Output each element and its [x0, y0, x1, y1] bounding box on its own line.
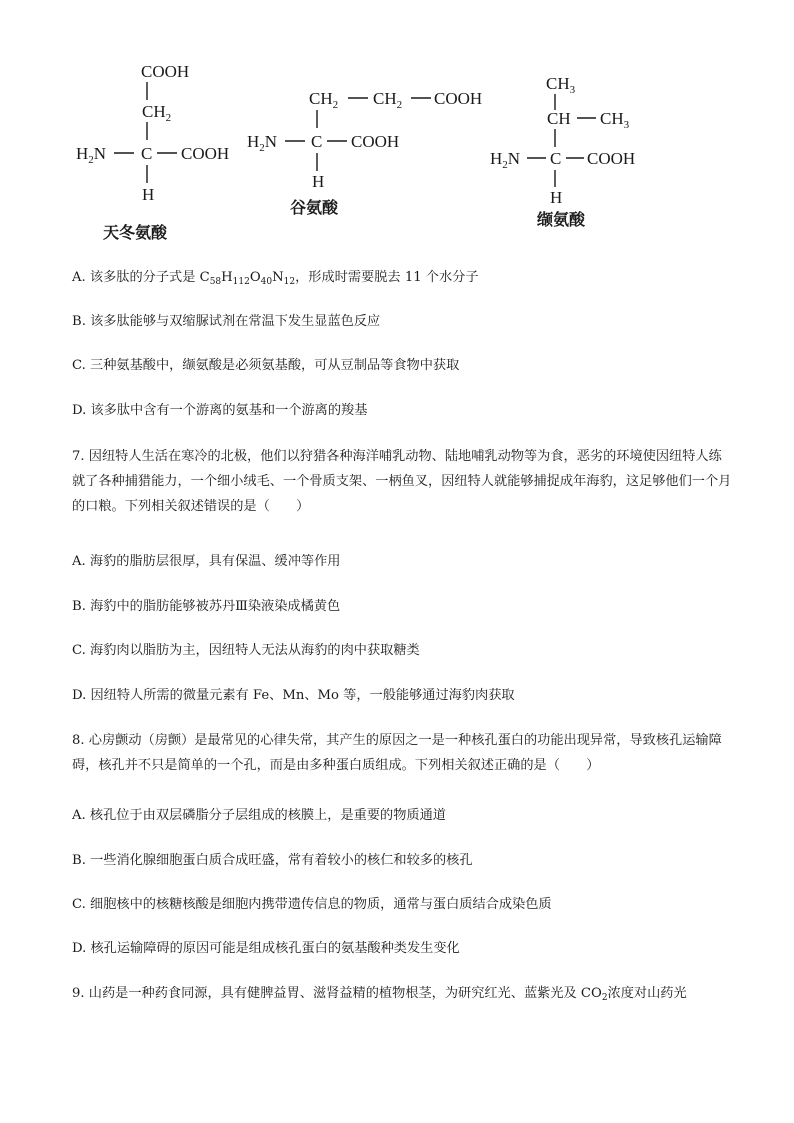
aspartic-center-c: C — [141, 144, 153, 163]
aspartic-name: 天冬氨酸 — [103, 223, 168, 242]
q6-option-a-prefix: A. 该多肽的分子式是 C — [72, 270, 210, 285]
aspartic-acid-structure — [76, 62, 229, 242]
glutamic-center-c: C — [311, 132, 323, 151]
glutamic-acid-structure — [247, 89, 482, 217]
q6-option-a — [72, 268, 479, 292]
q6-option-d: D. 该多肽中含有一个游离的氨基和一个游离的羧基 — [72, 403, 368, 418]
q9-stem-prefix: 9. 山药是一种药食同源，具有健脾益胃、滋肾益精的植物根茎，为研究红光、蓝紫光及 CO — [72, 986, 602, 1001]
q8-option-b: B. 一些消化腺细胞蛋白质合成旺盛，常有着较小的核仁和较多的核孔 — [72, 853, 473, 868]
q8-option-c: C. 细胞核中的核糖核酸是细胞内携带遗传信息的物质，通常与蛋白质结合成染色质 — [72, 897, 552, 912]
q8-option-d: D. 核孔运输障碍的原因可能是组成核孔蛋白的氨基酸种类发生变化 — [72, 941, 460, 956]
q7-option-c: C. 海豹肉以脂肪为主，因纽特人无法从海豹的肉中获取糖类 — [72, 643, 420, 658]
valine-name: 缬氨酸 — [537, 210, 586, 229]
q9-stem-suffix: 浓度对山药光 — [607, 986, 687, 1001]
q6-option-b: B. 该多肽能够与双缩脲试剂在常温下发生显蓝色反应 — [72, 314, 381, 329]
formula-sub: 40 — [260, 277, 273, 287]
formula-o: O — [249, 270, 261, 285]
valine-bottom-h: H — [550, 188, 563, 207]
glutamic-name: 谷氨酸 — [290, 198, 339, 217]
valine-center-c: C — [550, 149, 562, 168]
q7-option-d: D. 因纽特人所需的微量元素有 Fe、Mn、Mo 等，一般能够通过海豹肉获取 — [72, 688, 515, 703]
q7-option-b: B. 海豹中的脂肪能够被苏丹Ⅲ染液染成橘黄色 — [72, 599, 341, 614]
glutamic-top-cooh: COOH — [434, 89, 483, 108]
q7-option-a: A. 海豹的脂肪层很厚，具有保温、缓冲等作用 — [72, 554, 341, 569]
q8-stem: 8. 心房颤动（房颤）是最常见的心律失常，其产生的原因之一是一种核孔蛋白的功能出现异常，导致核孔运输障碍，核孔并不只是简单的一个孔，而是由多种蛋白质组成。下列相关叙述正确的是（ ） — [72, 733, 722, 773]
amino-acid-structures-figure — [0, 0, 794, 250]
valine-structure — [490, 74, 635, 229]
aspartic-h2n: $H_2N$ — [76, 144, 107, 166]
formula-sub: 112 — [232, 277, 250, 287]
formula-h: H — [221, 270, 233, 285]
q9-stem — [72, 984, 687, 1008]
valine-top-ch3: $CH_3$ — [546, 74, 576, 96]
q8-option-a: A. 核孔位于由双层磷脂分子层组成的核膜上，是重要的物质通道 — [72, 808, 446, 823]
q7-stem: 7. 因纽特人生活在寒冷的北极，他们以狩猎各种海洋哺乳动物、陆地哺乳动物等为食，恶劣的环境使因纽特人练就了各种捕猎能力，一个细小绒毛、一个骨质支架、一柄鱼叉，因纽特人就能够捕捉成年海豹，这足够他们一个月的口粮。下列相关叙述错误的是（ ） — [72, 449, 732, 514]
q6-option-c: C. 三种氨基酸中，缬氨酸是必须氨基酸，可从豆制品等食物中获取 — [72, 358, 460, 373]
aspartic-right-cooh: COOH — [181, 144, 230, 163]
aspartic-ch2: $CH_2$ — [142, 102, 172, 124]
formula-sub: 12 — [283, 277, 296, 287]
valine-right-cooh: COOH — [587, 149, 636, 168]
valine-ch: CH — [547, 109, 571, 128]
valine-h2n: $H_2N$ — [490, 149, 521, 171]
glutamic-right-cooh: COOH — [351, 132, 400, 151]
glutamic-ch2-1: $CH_2$ — [309, 89, 339, 111]
glutamic-h2n: $H_2N$ — [247, 132, 278, 154]
glutamic-ch2-2: $CH_2$ — [373, 89, 403, 111]
aspartic-bottom-h: H — [142, 185, 155, 204]
q6-option-a-suffix: ，形成时需要脱去 11 个水分子 — [295, 270, 479, 285]
glutamic-bottom-h: H — [312, 172, 325, 191]
formula-sub: 58 — [209, 277, 222, 287]
aspartic-top-cooh: COOH — [141, 62, 190, 81]
valine-side-ch3: $CH_3$ — [600, 109, 630, 131]
formula-n: N — [272, 270, 284, 285]
formula-sub: 2 — [601, 993, 608, 1003]
